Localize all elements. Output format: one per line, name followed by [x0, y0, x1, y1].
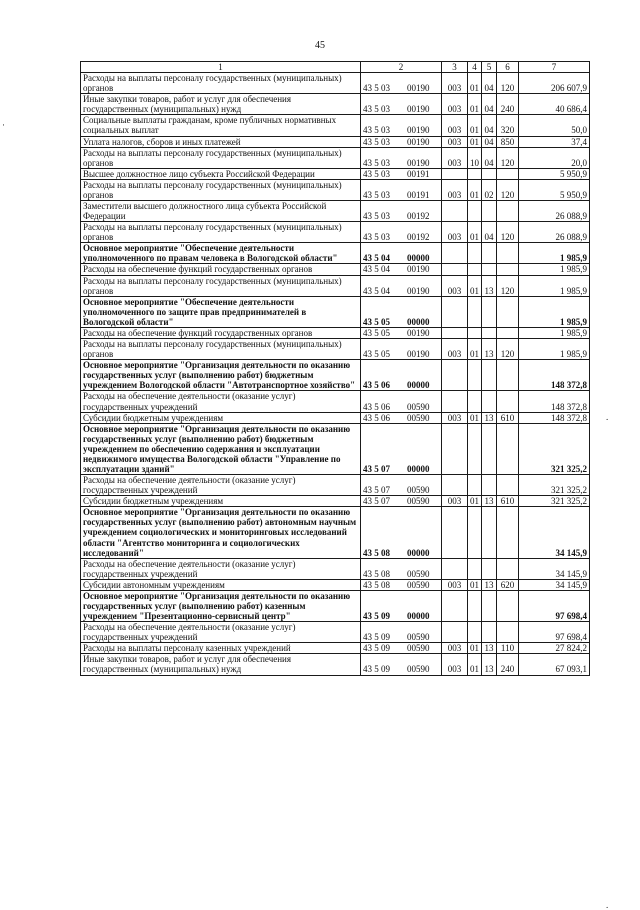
- row-col-6: 240: [497, 654, 519, 675]
- row-description: Расходы на выплаты персоналу казенных учреждений: [81, 643, 361, 654]
- row-col-3: 003: [442, 412, 468, 423]
- row-col-6: 110: [497, 643, 519, 654]
- code-program: 43 5 06: [363, 401, 390, 412]
- row-col-6: [497, 622, 519, 643]
- table-row: [81, 558, 590, 579]
- page-number: 45: [315, 40, 325, 51]
- table-row: [81, 339, 590, 360]
- row-col-6: [497, 264, 519, 275]
- row-code: [361, 201, 442, 222]
- code-program: 43 5 04: [363, 264, 390, 275]
- row-description: Расходы на обеспечение деятельности (оказание услуг) государственных учреждений: [81, 475, 361, 496]
- row-description: Расходы на выплаты персоналу государственных (муниципальных) органов: [81, 179, 361, 200]
- row-amount: 148 372,8: [519, 391, 590, 412]
- table-row: [81, 475, 590, 496]
- row-code: [361, 654, 442, 675]
- row-col-3: [442, 507, 468, 558]
- row-code: [361, 275, 442, 296]
- row-col-5: [482, 327, 497, 338]
- row-col-4: [468, 201, 482, 222]
- code-direction: 00000: [407, 547, 430, 558]
- code-program: 43 5 07: [363, 496, 390, 507]
- code-direction: 00590: [407, 485, 430, 496]
- table-row: [81, 136, 590, 147]
- code-direction: 00000: [407, 253, 430, 264]
- table-row: [81, 654, 590, 675]
- code-program: 43 5 03: [363, 232, 390, 243]
- row-description: Заместители высшего должностного лица субъекта Российской Федерации: [81, 201, 361, 222]
- row-col-3: 003: [442, 73, 468, 94]
- row-col-3: [442, 622, 468, 643]
- row-col-4: 01: [468, 339, 482, 360]
- code-program: 43 5 09: [363, 611, 390, 622]
- row-description: Иные закупки товаров, работ и услуг для обеспечения государственных (муниципальных) нужд: [81, 94, 361, 115]
- row-description: Основное мероприятие "Организация деятельности по оказанию государственных услуг (выполнению работ) бюджетным учреждением Вологодской области "Автотранспортное хозяйство": [81, 360, 361, 391]
- code-program: 43 5 05: [363, 349, 390, 360]
- row-code: [361, 147, 442, 168]
- code-program: 43 5 03: [363, 104, 390, 115]
- row-code: [361, 423, 442, 474]
- row-description: Основное мероприятие "Организация деятельности по оказанию государственных услуг (выполнению работ) автономным научным учреждением социологических и мониторинговых исследований области "Агентство мониторинга и социологических исследований": [81, 507, 361, 558]
- code-program: 43 5 03: [363, 211, 390, 222]
- table-row: [81, 147, 590, 168]
- row-col-3: [442, 168, 468, 179]
- row-amount: 5 950,9: [519, 179, 590, 200]
- row-col-4: [468, 622, 482, 643]
- code-direction: 00190: [407, 104, 430, 115]
- code-program: 43 5 08: [363, 579, 390, 590]
- code-program: 43 5 08: [363, 568, 390, 579]
- code-direction: 00000: [407, 380, 430, 391]
- header-cell: 6: [497, 62, 519, 73]
- row-description: Расходы на выплаты персоналу государственных (муниципальных) органов: [81, 339, 361, 360]
- row-col-4: 01: [468, 579, 482, 590]
- row-col-6: [497, 243, 519, 264]
- row-col-3: [442, 296, 468, 327]
- row-col-4: [468, 360, 482, 391]
- row-col-4: 10: [468, 147, 482, 168]
- code-direction: 00191: [407, 168, 430, 179]
- row-col-5: [482, 391, 497, 412]
- row-col-5: [482, 168, 497, 179]
- table-row: [81, 264, 590, 275]
- budget-table: [80, 61, 590, 676]
- section-row: [81, 423, 590, 474]
- row-code: [361, 558, 442, 579]
- code-direction: 00190: [407, 285, 430, 296]
- row-col-6: [497, 590, 519, 621]
- table-row: [81, 115, 590, 136]
- code-direction: 00590: [407, 579, 430, 590]
- table-row: [81, 168, 590, 179]
- row-col-6: 120: [497, 73, 519, 94]
- row-description: Расходы на обеспечение деятельности (оказание услуг) государственных учреждений: [81, 558, 361, 579]
- row-col-4: [468, 168, 482, 179]
- row-col-4: 01: [468, 412, 482, 423]
- row-col-6: [497, 296, 519, 327]
- row-amount: 5 950,9: [519, 168, 590, 179]
- row-description: Субсидии бюджетным учреждениям: [81, 496, 361, 507]
- row-col-5: 04: [482, 136, 497, 147]
- row-amount: 97 698,4: [519, 622, 590, 643]
- row-code: [361, 590, 442, 621]
- row-col-5: 04: [482, 222, 497, 243]
- row-col-5: 04: [482, 115, 497, 136]
- row-col-3: 003: [442, 275, 468, 296]
- code-program: 43 5 03: [363, 168, 390, 179]
- row-col-5: [482, 423, 497, 474]
- row-col-4: [468, 264, 482, 275]
- row-col-3: [442, 558, 468, 579]
- code-direction: 00000: [407, 463, 430, 474]
- row-amount: 50,0: [519, 115, 590, 136]
- row-code: [361, 327, 442, 338]
- section-row: [81, 243, 590, 264]
- code-direction: 00590: [407, 664, 430, 675]
- row-col-5: [482, 296, 497, 327]
- row-amount: 67 093,1: [519, 654, 590, 675]
- code-program: 43 5 03: [363, 189, 390, 200]
- row-description: Высшее должностное лицо субъекта Российской Федерации: [81, 168, 361, 179]
- row-col-3: [442, 475, 468, 496]
- row-description: Основное мероприятие "Организация деятельности по оказанию государственных услуг (выполнению работ) бюджетным учреждением по обеспечению содержания и эксплуатации недвижимого имущества Вологодской области "Управление по эксплуатации зданий": [81, 423, 361, 474]
- row-col-4: 01: [468, 496, 482, 507]
- row-amount: 1 985,9: [519, 243, 590, 264]
- row-code: [361, 412, 442, 423]
- code-direction: 00000: [407, 316, 430, 327]
- row-description: Основное мероприятие "Обеспечение деятельности уполномоченного по защите прав предпринимателей в Вологодской области": [81, 296, 361, 327]
- row-col-6: 610: [497, 496, 519, 507]
- row-col-4: 01: [468, 73, 482, 94]
- row-code: [361, 579, 442, 590]
- code-direction: 00191: [407, 189, 430, 200]
- row-col-5: 04: [482, 147, 497, 168]
- row-amount: 20,0: [519, 147, 590, 168]
- row-description: Субсидии автономным учреждениям: [81, 579, 361, 590]
- row-col-5: [482, 243, 497, 264]
- table-header-row: [81, 62, 590, 73]
- code-direction: 00590: [407, 643, 430, 654]
- row-col-3: 003: [442, 222, 468, 243]
- row-col-4: [468, 558, 482, 579]
- code-program: 43 5 05: [363, 327, 390, 338]
- row-col-3: 003: [442, 147, 468, 168]
- row-amount: 27 824,2: [519, 643, 590, 654]
- row-code: [361, 296, 442, 327]
- table-row: [81, 327, 590, 338]
- row-amount: 321 325,2: [519, 423, 590, 474]
- row-col-6: [497, 168, 519, 179]
- row-col-6: 120: [497, 339, 519, 360]
- row-col-6: 120: [497, 222, 519, 243]
- row-col-3: [442, 243, 468, 264]
- header-cell: 5: [482, 62, 497, 73]
- row-code: [361, 507, 442, 558]
- row-col-6: [497, 391, 519, 412]
- row-col-4: 01: [468, 275, 482, 296]
- code-program: 43 5 06: [363, 380, 390, 391]
- row-code: [361, 643, 442, 654]
- code-direction: 00190: [407, 125, 430, 136]
- code-program: 43 5 09: [363, 632, 390, 643]
- code-direction: 00190: [407, 349, 430, 360]
- row-col-3: [442, 327, 468, 338]
- row-col-4: 01: [468, 643, 482, 654]
- row-code: [361, 73, 442, 94]
- row-col-6: 120: [497, 179, 519, 200]
- code-direction: 00590: [407, 412, 430, 423]
- row-col-4: [468, 296, 482, 327]
- row-col-3: 003: [442, 179, 468, 200]
- row-code: [361, 339, 442, 360]
- row-col-6: [497, 475, 519, 496]
- section-row: [81, 590, 590, 621]
- table-row: [81, 222, 590, 243]
- row-amount: 26 088,9: [519, 222, 590, 243]
- row-col-4: 01: [468, 115, 482, 136]
- code-program: 43 5 03: [363, 83, 390, 94]
- table-row: [81, 579, 590, 590]
- row-col-4: 01: [468, 136, 482, 147]
- table-row: [81, 622, 590, 643]
- code-direction: 00192: [407, 211, 430, 222]
- row-code: [361, 115, 442, 136]
- row-amount: 148 372,8: [519, 412, 590, 423]
- table-row: [81, 94, 590, 115]
- row-description: Основное мероприятие "Обеспечение деятельности уполномоченного по правам человека в Вологодской области": [81, 243, 361, 264]
- row-col-5: [482, 507, 497, 558]
- row-description: Расходы на обеспечение деятельности (оказание услуг) государственных учреждений: [81, 622, 361, 643]
- row-description: Расходы на обеспечение функций государственных органов: [81, 264, 361, 275]
- row-col-4: [468, 391, 482, 412]
- row-code: [361, 222, 442, 243]
- header-cell: 7: [519, 62, 590, 73]
- code-direction: 00590: [407, 632, 430, 643]
- row-description: Расходы на обеспечение деятельности (оказание услуг) государственных учреждений: [81, 391, 361, 412]
- code-program: 43 5 03: [363, 125, 390, 136]
- row-col-5: [482, 264, 497, 275]
- row-description: Расходы на выплаты персоналу государственных (муниципальных) органов: [81, 222, 361, 243]
- row-description: Расходы на выплаты персоналу государственных (муниципальных) органов: [81, 73, 361, 94]
- row-col-5: 13: [482, 275, 497, 296]
- table-row: [81, 179, 590, 200]
- row-col-5: [482, 360, 497, 391]
- row-col-4: [468, 243, 482, 264]
- header-cell: 2: [361, 62, 442, 73]
- row-col-6: [497, 327, 519, 338]
- row-col-5: 04: [482, 94, 497, 115]
- row-col-5: 13: [482, 654, 497, 675]
- row-amount: 37,4: [519, 136, 590, 147]
- row-amount: 1 985,9: [519, 275, 590, 296]
- code-direction: 00190: [407, 157, 430, 168]
- row-description: Расходы на выплаты персоналу государственных (муниципальных) органов: [81, 275, 361, 296]
- section-row: [81, 360, 590, 391]
- row-col-3: 003: [442, 136, 468, 147]
- code-direction: 00590: [407, 401, 430, 412]
- row-code: [361, 136, 442, 147]
- code-program: 43 5 05: [363, 316, 390, 327]
- row-code: [361, 622, 442, 643]
- code-program: 43 5 03: [363, 157, 390, 168]
- code-program: 43 5 07: [363, 485, 390, 496]
- row-amount: 1 985,9: [519, 264, 590, 275]
- row-col-4: [468, 327, 482, 338]
- row-col-4: 01: [468, 222, 482, 243]
- code-program: 43 5 09: [363, 643, 390, 654]
- row-col-6: [497, 507, 519, 558]
- row-description: Уплата налогов, сборов и иных платежей: [81, 136, 361, 147]
- row-col-6: 120: [497, 147, 519, 168]
- row-col-5: [482, 590, 497, 621]
- row-col-3: 003: [442, 579, 468, 590]
- row-col-3: [442, 590, 468, 621]
- row-col-6: 850: [497, 136, 519, 147]
- code-direction: 00192: [407, 232, 430, 243]
- table-row: [81, 73, 590, 94]
- code-program: 43 5 04: [363, 285, 390, 296]
- row-col-5: 04: [482, 73, 497, 94]
- row-col-3: 003: [442, 496, 468, 507]
- row-amount: 40 686,4: [519, 94, 590, 115]
- row-col-3: [442, 264, 468, 275]
- row-col-4: 01: [468, 654, 482, 675]
- row-col-3: [442, 360, 468, 391]
- code-program: 43 5 04: [363, 253, 390, 264]
- row-col-5: [482, 558, 497, 579]
- row-col-4: [468, 507, 482, 558]
- code-direction: 00000: [407, 611, 430, 622]
- code-program: 43 5 03: [363, 136, 390, 147]
- code-program: 43 5 09: [363, 664, 390, 675]
- row-col-6: [497, 201, 519, 222]
- scan-mark: .: [606, 412, 609, 422]
- row-col-5: 13: [482, 496, 497, 507]
- row-col-6: [497, 558, 519, 579]
- row-col-5: [482, 201, 497, 222]
- row-col-5: [482, 475, 497, 496]
- row-code: [361, 243, 442, 264]
- row-col-4: 01: [468, 94, 482, 115]
- row-amount: 148 372,8: [519, 360, 590, 391]
- row-col-3: [442, 201, 468, 222]
- row-col-6: 620: [497, 579, 519, 590]
- row-col-3: 003: [442, 654, 468, 675]
- row-code: [361, 496, 442, 507]
- code-program: 43 5 06: [363, 412, 390, 423]
- row-col-6: 240: [497, 94, 519, 115]
- row-col-4: [468, 475, 482, 496]
- code-program: 43 5 08: [363, 547, 390, 558]
- code-direction: 00190: [407, 327, 430, 338]
- row-col-4: [468, 423, 482, 474]
- row-amount: 206 607,9: [519, 73, 590, 94]
- row-description: Основное мероприятие "Организация деятельности по оказанию государственных услуг (выполнению работ) казенным учреждением "Презентационно-сервисный центр": [81, 590, 361, 621]
- row-code: [361, 168, 442, 179]
- row-amount: 97 698,4: [519, 590, 590, 621]
- row-amount: 26 088,9: [519, 201, 590, 222]
- row-description: Социальные выплаты гражданам, кроме публичных нормативных социальных выплат: [81, 115, 361, 136]
- row-col-3: [442, 423, 468, 474]
- row-description: Расходы на выплаты персоналу государственных (муниципальных) органов: [81, 147, 361, 168]
- row-col-3: 003: [442, 94, 468, 115]
- row-col-6: [497, 360, 519, 391]
- row-col-6: 610: [497, 412, 519, 423]
- table-row: [81, 201, 590, 222]
- row-col-5: 13: [482, 339, 497, 360]
- row-code: [361, 179, 442, 200]
- header-cell: 4: [468, 62, 482, 73]
- row-col-3: 003: [442, 643, 468, 654]
- row-col-5: 13: [482, 579, 497, 590]
- header-cell: 1: [81, 62, 361, 73]
- row-amount: 1 985,9: [519, 339, 590, 360]
- row-code: [361, 391, 442, 412]
- section-row: [81, 296, 590, 327]
- row-amount: 1 985,9: [519, 327, 590, 338]
- row-col-5: 13: [482, 412, 497, 423]
- row-col-3: 003: [442, 115, 468, 136]
- section-row: [81, 507, 590, 558]
- header-cell: 3: [442, 62, 468, 73]
- row-description: Расходы на обеспечение функций государственных органов: [81, 327, 361, 338]
- row-amount: 34 145,9: [519, 507, 590, 558]
- row-code: [361, 475, 442, 496]
- row-col-6: 320: [497, 115, 519, 136]
- scan-mark: ·: [2, 120, 5, 130]
- code-direction: 00190: [407, 136, 430, 147]
- code-direction: 00590: [407, 568, 430, 579]
- row-amount: 34 145,9: [519, 579, 590, 590]
- row-col-5: 13: [482, 643, 497, 654]
- code-program: 43 5 07: [363, 463, 390, 474]
- table-row: [81, 391, 590, 412]
- row-code: [361, 360, 442, 391]
- code-direction: 00190: [407, 264, 430, 275]
- row-col-4: [468, 590, 482, 621]
- row-col-6: 120: [497, 275, 519, 296]
- row-col-3: [442, 391, 468, 412]
- table-row: [81, 275, 590, 296]
- table-row: [81, 412, 590, 423]
- row-code: [361, 264, 442, 275]
- row-code: [361, 94, 442, 115]
- row-col-5: [482, 622, 497, 643]
- row-amount: 321 325,2: [519, 475, 590, 496]
- row-col-5: 02: [482, 179, 497, 200]
- table-row: [81, 496, 590, 507]
- row-description: Субсидии бюджетным учреждениям: [81, 412, 361, 423]
- scan-mark: .: [606, 900, 609, 910]
- row-amount: 1 985,9: [519, 296, 590, 327]
- row-col-6: [497, 423, 519, 474]
- row-description: Иные закупки товаров, работ и услуг для обеспечения государственных (муниципальных) нужд: [81, 654, 361, 675]
- row-amount: 34 145,9: [519, 558, 590, 579]
- code-direction: 00590: [407, 496, 430, 507]
- code-direction: 00190: [407, 83, 430, 94]
- row-col-3: 003: [442, 339, 468, 360]
- table-row: [81, 643, 590, 654]
- row-col-4: 01: [468, 179, 482, 200]
- row-amount: 321 325,2: [519, 496, 590, 507]
